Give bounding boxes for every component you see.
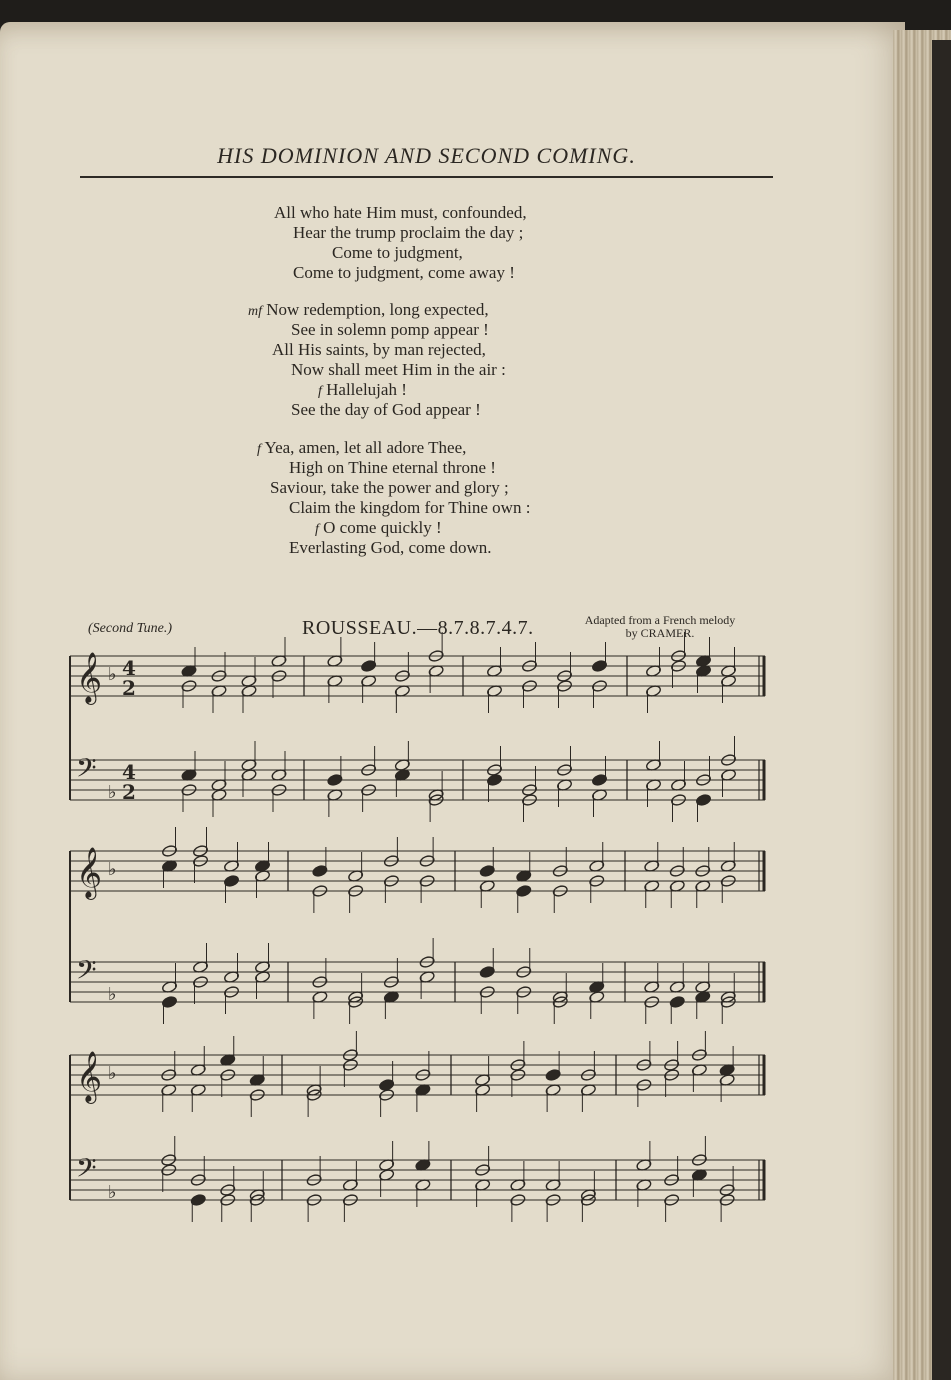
tune-title: ROUSSEAU.—8.7.8.7.4.7. (302, 617, 534, 639)
treble-clef-icon: 𝄞 (76, 1051, 103, 1102)
treble-clef-icon: 𝄞 (76, 652, 103, 703)
verse-line: Now shall meet Him in the air : (291, 360, 506, 379)
verse-line: See in solemn pomp appear ! (291, 320, 489, 339)
dynamic-mark: f (318, 384, 322, 399)
verse-line: Come to judgment, (332, 243, 463, 262)
dynamic-mark: f (257, 442, 261, 457)
flat-sign: ♭ (108, 1182, 117, 1203)
flat-sign: ♭ (108, 984, 117, 1005)
verse-line: Come to judgment, come away ! (293, 263, 515, 282)
verse-line: All who hate Him must, confounded, (274, 203, 527, 222)
verse-line: Hear the trump proclaim the day ; (293, 223, 524, 242)
credit-line-2: by CRAMER. (625, 626, 695, 640)
verse-line: All His saints, by man rejected, (272, 340, 486, 359)
verse-line: f Hallelujah ! (318, 380, 407, 399)
treble-clef-icon: 𝄞 (76, 847, 103, 898)
page-header: HIS DOMINION AND SECOND COMING. (217, 143, 636, 168)
flat-sign: ♭ (108, 782, 117, 803)
flat-sign: ♭ (108, 859, 117, 880)
verse-line: Everlasting God, come down. (289, 538, 492, 557)
bass-clef-icon: 𝄢 (76, 1152, 97, 1190)
tune-label: (Second Tune.) (88, 621, 172, 636)
bass-clef-icon: 𝄢 (76, 954, 97, 992)
verse-line: f Yea, amen, let all adore Thee, (257, 438, 467, 457)
bass-clef-icon: 𝄢 (76, 752, 97, 790)
flat-sign: ♭ (108, 1063, 117, 1084)
verse-line: Claim the kingdom for Thine own : (289, 498, 531, 517)
time-signature-bottom: 2 (122, 676, 136, 700)
verse-line: Saviour, take the power and glory ; (270, 478, 509, 497)
verse-line: See the day of God appear ! (291, 400, 481, 419)
dynamic-mark: f (315, 522, 319, 537)
verse-line: f O come quickly ! (315, 518, 442, 537)
verse-line: High on Thine eternal throne ! (289, 458, 496, 477)
verse-line: mf Now redemption, long expected, (248, 300, 489, 319)
flat-sign: ♭ (108, 664, 117, 685)
time-signature-bottom: 2 (122, 780, 136, 804)
time-signature-top: 4 (122, 760, 136, 784)
dynamic-mark: mf (248, 304, 262, 319)
credit-line-1: Adapted from a French melody (584, 613, 736, 627)
time-signature-top: 4 (122, 656, 136, 680)
